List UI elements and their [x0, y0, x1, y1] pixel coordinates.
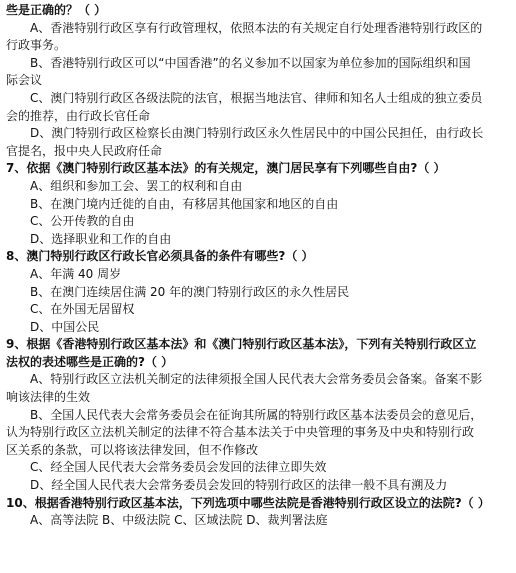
q9-option-b-cont-1: 认为特别行政区立法机关制定的法律不符合基本法关于中央管理的事务及中央和特别行政 [6, 425, 475, 440]
q9-option-b-cont-2: 区关系的条款，可以将该法律发回，但不作修改 [6, 442, 259, 457]
q6-option-d: D、澳门特别行政区检察长由澳门特别行政区永久性居民中的中国公民担任，由行政长 [30, 126, 484, 141]
question-7-stem: 7、依据《澳门特别行政区基本法》的有关规定，澳门居民享有下列哪些自由?（ ） [6, 161, 446, 176]
q9-option-c: C、经全国人民代表大会常务委员会发回的法律立即失效 [30, 460, 327, 475]
q6-option-c-cont: 会的推荐，由行政长官任命 [6, 108, 151, 123]
question-6-stem-end: 些是正确的？（ ） [6, 3, 107, 17]
q8-option-c: C、在外国无居留权 [30, 302, 135, 317]
q10-options: A、高等法院 B、中级法院 C、区域法院 D、裁判署法庭 [30, 513, 328, 528]
q6-option-d-cont: 官提名，报中央人民政府任命 [6, 143, 163, 158]
q6-option-b-cont: 际会议 [6, 73, 43, 88]
q6-option-b: B、香港特别行政区可以“中国香港”的名义参加不以国家为单位参加的国际组织和国 [30, 55, 471, 70]
q8-option-b: B、在澳门连续居住满 20 年的澳门特别行政区的永久性居民 [30, 284, 350, 299]
q9-option-d: D、经全国人民代表大会常务委员会发回的特别行政区的法律一般不具有溯及力 [30, 478, 448, 493]
question-8-stem: 8、澳门特别行政区行政长官必须具备的条件有哪些?（ ） [6, 249, 314, 264]
q8-option-a: A、年满 40 周岁 [30, 266, 122, 281]
q8-option-d: D、中国公民 [30, 319, 100, 334]
q6-option-c: C、澳门特别行政区各级法院的法官，根据当地法官、律师和知名人士组成的独立委员 [30, 90, 483, 105]
question-10-stem: 10、根据香港特别行政区基本法，下列选项中哪些法院是香港特别行政区设立的法院?（ ） [6, 495, 490, 510]
q9-option-b: B、全国人民代表大会常务委员会在征询其所属的特别行政区基本法委员会的意见后， [30, 407, 483, 422]
q7-option-d: D、选择职业和工作的自由 [30, 231, 172, 246]
question-9-stem-cont: 法权的表述哪些是正确的?（ ） [6, 354, 174, 369]
q7-option-a: A、组织和参加工会、罢工的权利和自由 [30, 178, 243, 193]
q7-option-c: C、公开传教的自由 [30, 214, 135, 229]
question-9-stem: 9、根据《香港特别行政区基本法》和《澳门特别行政区基本法》，下列有关特别行政区立 [6, 337, 477, 352]
q9-option-a-cont: 响该法律的生效 [6, 390, 91, 405]
q6-option-a-cont: 行政事务。 [6, 38, 67, 53]
q9-option-a: A、特别行政区立法机关制定的法律须报全国人民代表大会常务委员会备案。备案不影 [30, 372, 483, 387]
q6-option-a: A、香港特别行政区享有行政管理权，依照本法的有关规定自行处理香港特别行政区的 [30, 20, 483, 35]
q7-option-b: B、在澳门境内迁徙的自由，有移居其他国家和地区的自由 [30, 196, 339, 211]
